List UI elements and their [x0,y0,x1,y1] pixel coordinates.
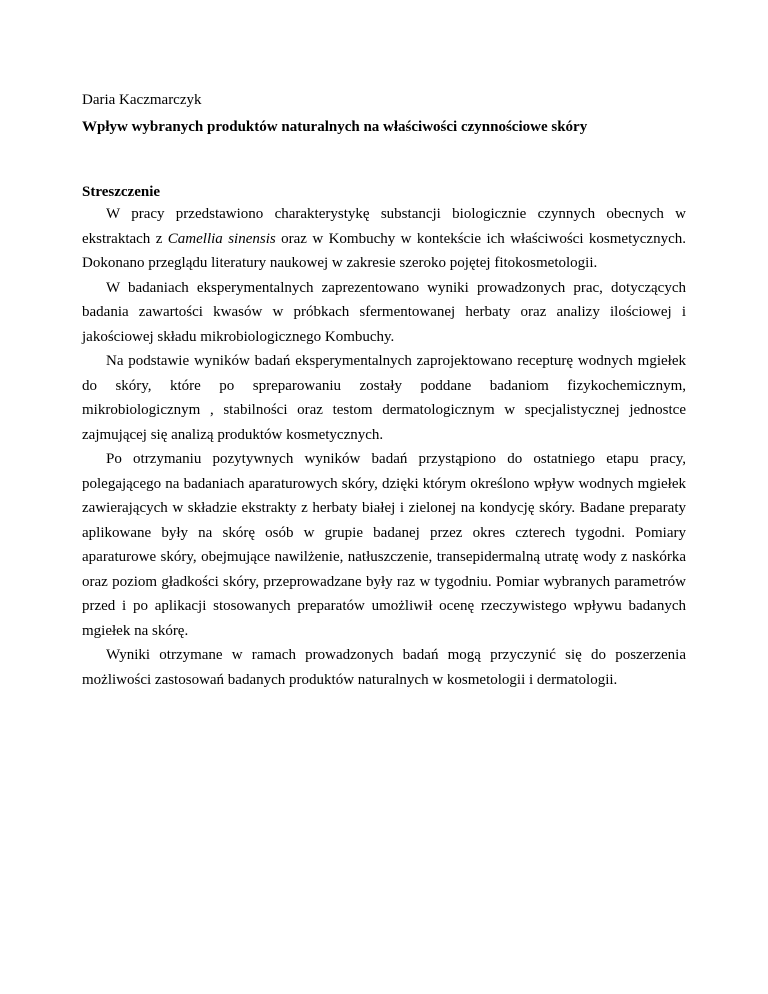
document-page [82,90,686,692]
abstract-paragraph-5: Wyniki otrzymane w ramach prowadzonych badań mogą przyczynić się do poszerzenia możliwości zastosowań badanych produktów naturalnych w kosmetologii i dermatologii. [82,647,686,688]
species-name: Camellia sinensis [167,230,276,247]
author-name: Daria Kaczmarczyk [82,92,202,108]
abstract-paragraph-2: W badaniach eksperymentalnych zaprezentowano wyniki prowadzonych prac, dotyczących badania zawartości kwasów w próbkach sfermentowanej herbaty oraz analizy ilościowej i jakościowej składu mikrobiologicznego Kombuchy. [82,279,686,345]
abstract-paragraph-3: Na podstawie wyników badań eksperymentalnych zaprojektowano recepturę wodnych mgiełek do skóry, które po spreparowaniu zostały poddane badaniom fizykochemicznym, mikrobiologicznym , stabilności oraz testom dermatologicznym w specjalistycznej jednostce zajmującej się analizą produktów kosmetycznych. [82,353,686,443]
abstract-paragraph-4: Po otrzymaniu pozytywnych wyników badań przystąpiono do ostatniego etapu pracy, polegającego na badaniach aparaturowych skóry, dzięki którym określono wpływ wodnych mgiełek zawierających w składzie ekstrakty z herbaty białej i zielonej na kondycję skóry. Badane preparaty aplikowane były na skórę osób w grupie badanej przez okres czterech tygodni. Pomiary aparaturowe skóry, obejmujące nawilżenie, natłuszczenie, transepidermalną utratę wody z naskórka oraz poziom gładkości skóry, przeprowadzane były raz w tygodniu. Pomiar wybranych parametrów przed i po aplikacji stosowanych preparatów umożliwił ocenę rzeczywistego wpływu badanych mgiełek na skórę. [82,451,686,639]
abstract-paragraph-1: W pracy przedstawiono charakterystykę substancji biologicznie czynnych obecnych w ekstraktach z Camellia sinensis oraz w Kombuchy w kontekście ich właściwości kosmetycznych. Dokonano przeglądu literatury naukowej w zakresie szeroko pojętej fitokosmetologii. [82,206,686,271]
document-title: Wpływ wybranych produktów naturalnych na właściwości czynnościowe skóry [82,119,588,135]
abstract-heading: Streszczenie [82,184,161,200]
